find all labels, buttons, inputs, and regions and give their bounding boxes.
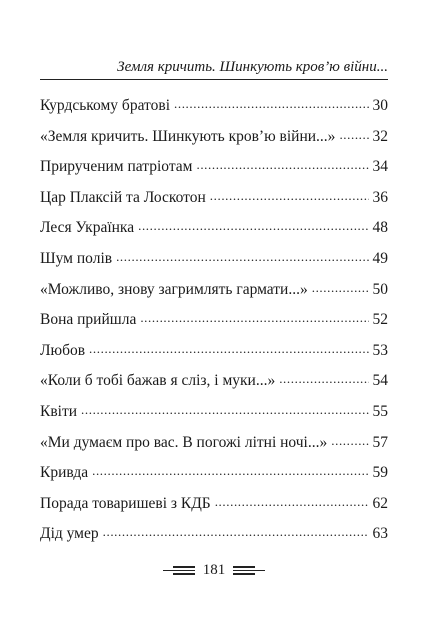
toc-entry: [40, 156, 388, 187]
toc-entry-page: 62: [372, 494, 388, 512]
toc-leader-dots: [331, 433, 368, 447]
toc-entry: [40, 187, 388, 218]
toc-leader-dots: [210, 188, 369, 202]
toc-entry-page: 48: [372, 219, 388, 237]
toc-entry-page: 57: [372, 433, 388, 451]
toc-entry-page: 30: [372, 97, 388, 114]
toc-entry-page: 63: [372, 525, 388, 543]
toc-leader-dots: [103, 524, 369, 538]
running-header: Земля кричить. Шинкують кров’ю війни...: [117, 59, 388, 75]
toc-entry-page: 34: [372, 158, 388, 176]
toc-entry: [40, 126, 388, 157]
toc-entry-title: Шум полів: [40, 249, 113, 267]
toc-entry: [40, 279, 388, 310]
toc-entry-title: Прирученим патріотам: [40, 158, 193, 176]
toc-leader-dots: [92, 463, 368, 477]
toc-entry: [40, 309, 388, 340]
toc-entry: [40, 340, 388, 371]
toc-entry: [40, 462, 388, 493]
toc-leader-dots: [174, 96, 369, 110]
toc-entry-page: 50: [372, 280, 388, 298]
toc-leader-dots: [116, 249, 368, 263]
toc-entry-page: 52: [372, 311, 388, 329]
toc-leader-dots: [196, 157, 368, 171]
toc-entry-title: Любов: [40, 341, 86, 359]
toc-entry-page: 36: [372, 188, 388, 206]
toc-leader-dots: [312, 280, 369, 294]
toc-entry-title: Кривда: [40, 464, 89, 482]
footer-ornament-right: [233, 566, 265, 575]
toc-entry: [40, 401, 388, 432]
toc-leader-dots: [138, 218, 368, 232]
toc-entry-title: Леся Українка: [40, 219, 135, 237]
toc-entry-title: Курдському братові: [40, 97, 170, 114]
toc-leader-dots: [89, 341, 368, 355]
toc-entry-title: Дід умер: [40, 525, 99, 543]
page-footer: [0, 562, 428, 579]
toc-entry-page: 32: [372, 127, 388, 145]
toc-entry-page: 49: [372, 249, 388, 267]
toc-entry-title: Квіти: [40, 402, 78, 420]
toc-entry: [40, 95, 388, 126]
toc-entry-page: 55: [372, 402, 388, 420]
toc-leader-dots: [279, 371, 368, 385]
toc-entry-title: «Ми думаєм про вас. В погожі літні ночі...»: [40, 433, 328, 451]
toc-entry-title: Вона прийшла: [40, 311, 137, 329]
toc-entry-page: 59: [372, 464, 388, 482]
toc-entry: [40, 217, 388, 248]
toc-entry: [40, 493, 388, 524]
toc-entry-page: 54: [372, 372, 388, 390]
page-number: 181: [202, 562, 226, 578]
toc-entry: [40, 432, 388, 463]
toc-entry-title: Порада товаришеві з КДБ: [40, 494, 211, 512]
table-of-contents: [40, 95, 388, 554]
header-rule: [40, 79, 388, 80]
toc-leader-dots: [215, 494, 369, 508]
toc-entry-title: «Можливо, знову загримлять гармати...»: [40, 280, 308, 298]
toc-leader-dots: [81, 402, 368, 416]
toc-entry: [40, 248, 388, 279]
toc-entry-title: Цар Плаксій та Лоскотон: [40, 188, 206, 206]
toc-entry: [40, 523, 388, 554]
toc-leader-dots: [140, 310, 368, 324]
toc-entry-page: 53: [372, 341, 388, 359]
toc-entry-title: «Земля кричить. Шинкують кров’ю війни...»: [40, 127, 336, 145]
toc-leader-dots: [339, 127, 368, 141]
footer-ornament-left: [163, 566, 195, 575]
toc-entry: [40, 370, 388, 401]
toc-entry-title: «Коли б тобі бажав я сліз, і муки...»: [40, 372, 276, 390]
